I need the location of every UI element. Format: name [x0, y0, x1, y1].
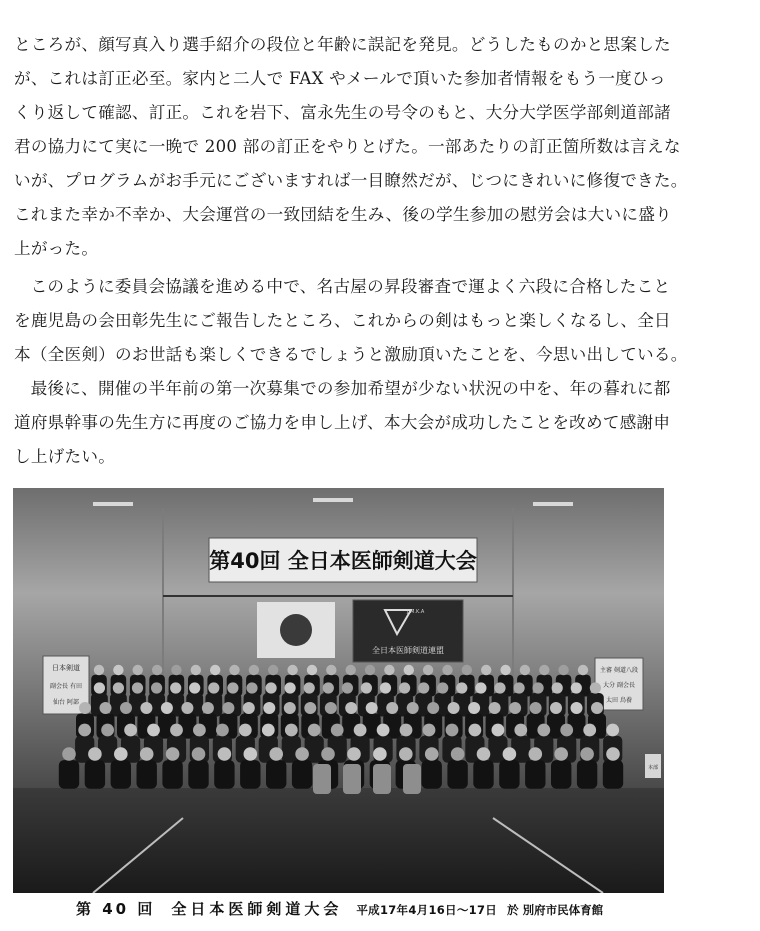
text-line: 最後に、開催の半年前の第一次募集での参加希望が少ない状況の中を、年の暮れに都 [30, 379, 671, 398]
svg-text:J.M.K.A: J.M.K.A [407, 609, 425, 615]
caption-date: 平成17年4月16日〜17日 [356, 903, 498, 917]
svg-text:太田 鳥養: 太田 鳥養 [606, 697, 632, 704]
text-line: 本（全医剣）のお世話も楽しくできるでしょうと激励頂いたことを、今思い出している。 [14, 345, 688, 364]
text-line: 君の協力にて実に一晩で 200 部の訂正をやりとげた。一部あたりの訂正箇所数は言えな [14, 137, 681, 156]
group-photo [13, 488, 664, 893]
paragraph-3 [14, 372, 694, 474]
svg-text:仙台 阿部: 仙台 阿部 [53, 699, 79, 706]
text-line: くり返して確認、訂正。これを岩下、富永先生の号令のもと、大分大学医学部剣道部諸 [14, 103, 671, 122]
svg-text:日本剣道: 日本剣道 [52, 664, 80, 672]
photo-caption [76, 898, 696, 924]
text-line: が、これは訂正必至。家内と二人で FAX やメールで頂いた参加者情報をもう一度ひっ [14, 69, 666, 88]
body-text [14, 28, 694, 474]
svg-text:副会長 有田: 副会長 有田 [50, 683, 82, 690]
text-line: ところが、顔写真入り選手紹介の段位と年齢に誤記を発見。どうしたものかと思案した [14, 35, 671, 54]
text-line: を鹿児島の会田彰先生にご報告したところ、これからの剣はもっと楽しくなるし、全日 [14, 311, 671, 330]
caption-title: 全日本医師剣道大会 [171, 900, 343, 918]
text-line: し上げたい。 [14, 447, 116, 466]
paragraph-2 [14, 270, 694, 372]
svg-text:主審 剣道八段: 主審 剣道八段 [600, 667, 638, 674]
text-line: これまた幸か不幸か、大会運営の一致団結を生み、後の学生参加の慰労会は大いに盛り [14, 205, 672, 224]
flag-text: 全日本医師剣道連盟 [372, 646, 444, 655]
group-photo-illustration [13, 488, 664, 893]
text-line: このように委員会協議を進める中で、名古屋の昇段審査で運よく六段に合格したこと [30, 277, 671, 296]
paragraph-1 [14, 28, 694, 266]
svg-text:本部: 本部 [647, 765, 659, 771]
text-line: 道府県幹事の先生方に再度のご協力を申し上げ、本大会が成功したことを改めて感謝申 [14, 413, 671, 432]
banner-text: 第40回 全日本医師剣道大会 [209, 549, 477, 573]
caption-venue: 於 別府市民体育館 [507, 903, 604, 917]
text-line: 上がった。 [14, 239, 99, 258]
caption-number: 第 40 回 [76, 900, 156, 918]
text-line: いが、プログラムがお手元にございますれば一目瞭然だが、じつにきれいに修復できた。 [14, 171, 688, 190]
svg-text:大分 副会長: 大分 副会長 [603, 682, 635, 689]
